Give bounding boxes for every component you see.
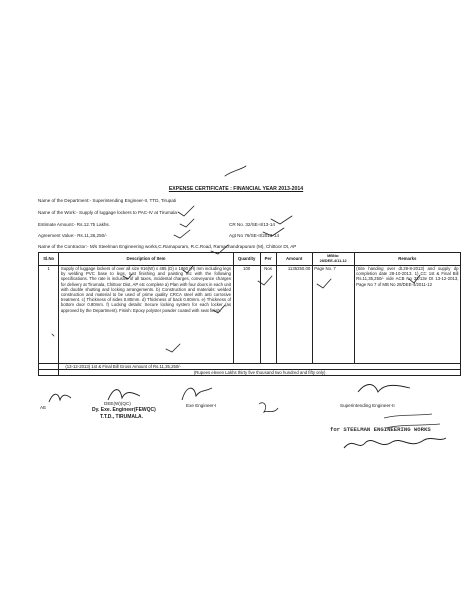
header-description: Description of Item	[59, 253, 233, 266]
dee-label: DEE(W)(QC)	[104, 401, 131, 406]
contractor-signature	[340, 432, 450, 456]
header-sl: Sl.No	[39, 253, 59, 266]
ae-label: AE	[40, 405, 47, 410]
contractor-stamp-text: for STEELMAN ENGINEERING WORKS	[330, 426, 431, 433]
estimate-line: Estimate Amount:- Rs.12.75 Lakhs.	[38, 222, 111, 227]
handwritten-notes	[380, 410, 460, 440]
se-label: Superintending Engineer-II	[340, 403, 395, 408]
row-remarks: (Site handing over dt.29-8-2013) and supply dp completion date 28-10-2013. 1) CC 1st & Final Bill Rs.11,35,250/- vide ACB No 32/13e Dt 13-12-2013, Page No 7 of MB No 28/DEE-4/2011-12	[354, 266, 460, 364]
header-mb-number: MBNo: 28/DEE-4/11-12	[312, 253, 354, 266]
department-line: Name of the Department:- Superintending Engineer-II, TTD, Tirupati	[38, 198, 177, 203]
ae-signature	[46, 388, 76, 408]
row-mb-page: Page No. 7	[312, 266, 354, 364]
header-remarks: Remarks	[354, 253, 460, 266]
table-header-row	[39, 253, 461, 266]
dee-stamp-title: Dy. Exe. Engineer(FEWQC)	[92, 407, 156, 413]
middle-initials	[256, 398, 282, 422]
row-sl: 1	[39, 266, 59, 364]
header-quantity: Quantity	[233, 253, 260, 266]
bill-amount-text: (13-12-2013) 1st & Final Bill Gross Amount of Rs.11,35,250/-	[59, 364, 461, 370]
dee-stamp-office: T.T.D., TIRUMALA.	[100, 414, 144, 420]
work-line: Name of the Work:- Supply of luggage lockers to PAC-IV at Tirumala	[38, 210, 177, 215]
se-signature	[354, 378, 414, 404]
agreement-line: Agreement Value:- Rs.11,36,250/-	[38, 233, 108, 238]
row-quantity: 100	[233, 266, 260, 364]
table-row	[39, 266, 461, 364]
ee-label: Exe Engineer-I	[186, 403, 217, 408]
title-check-mark	[225, 166, 246, 176]
header-amount: Amount	[276, 253, 312, 266]
row-amount: 1135250.00	[276, 266, 312, 364]
row-per: Nos	[260, 266, 276, 364]
contractor-line: Name of the Contractor:- M/s Steelman Engineering works,C.Ramapuram, R.C.Road, Ramachandrapuram (M), Chittoor Dt, AP	[38, 244, 297, 249]
cr-number: CR No. 32/SE-II/13-14	[229, 222, 275, 227]
amount-words-row	[39, 370, 461, 376]
amount-in-words: (Rupees eleven Lakhs thirty five thousand two hundred and fifty only)	[59, 370, 461, 376]
certificate-title: EXPENSE CERTIFICATE : FINANCIAL YEAR 2013-2014	[168, 186, 304, 192]
agreement-number: Agt No 76/SE-II/2013-14	[229, 233, 280, 238]
expense-table	[38, 252, 461, 376]
header-per: Per	[260, 253, 276, 266]
row-description: Supply of luggage lockers of over all size 916(W) x 485 (D) x 1860 (H) mm including legs by welding PVC base to legs, rust finishing and painting etc with the following specifications. The rate is inclusive of all taxes, incidental charges, conveyance charges for delivery at Tirumala, Chittoor Dist, AP etc complete a) Plan with four doors in each unit with double shutting and locking arrangements. b) Construction and materials: welded construction and material to be used of prime quality CRCA steel with anti corrosive treatment. c) Thickness of sides 0.80mm. d) Thickness of back 0.60mm. e) Thickness of bottom door 0.80mm. f) Locking details: Secure locking system for each locker (as approved by the Department). Finish: Epoxy polyster powder coated with seat finish.	[59, 266, 233, 364]
